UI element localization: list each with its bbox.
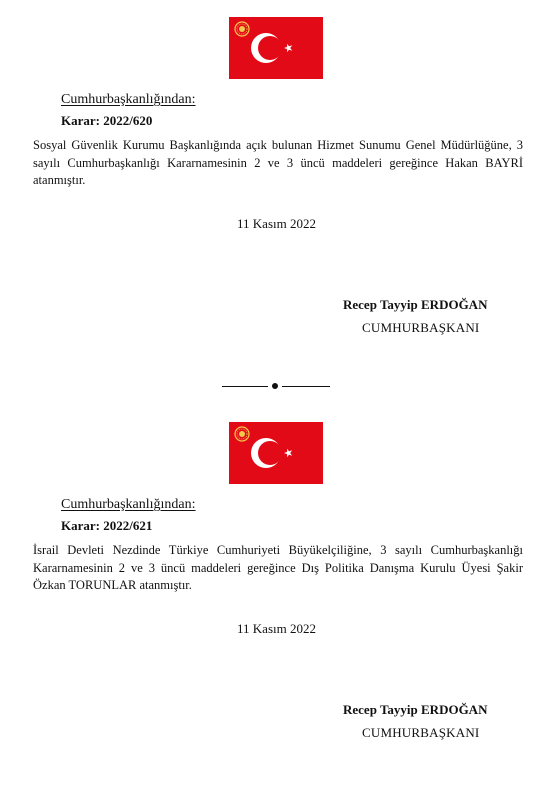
decree-section-1 (0, 0, 553, 380)
decree-body: Sosyal Güvenlik Kurumu Başkanlığında açık bulunan Hizmet Sunumu Genel Müdürlüğüne, 3 sayılı Cumhurbaşkanlığı Kararnamesinin 2 ve 3 üncü maddeleri gereğince Hakan BAYRİ atanmıştır. (33, 138, 523, 187)
decree-section-2 (0, 405, 553, 785)
issuing-authority: Cumhurbaşkanlığından: (61, 497, 196, 512)
separator-dot (272, 383, 278, 389)
signer-title: CUMHURBAŞKANI (362, 320, 480, 335)
signer-name: Recep Tayyip ERDOĞAN (343, 297, 488, 312)
decree-date: 11 Kasım 2022 (237, 621, 316, 636)
turkish-flag-icon (229, 17, 323, 79)
separator-line-left (222, 386, 268, 387)
separator-line-right (282, 386, 330, 387)
decision-number: Karar: 2022/620 (61, 113, 153, 128)
decree-date: 11 Kasım 2022 (237, 216, 316, 231)
turkish-flag-icon (229, 422, 323, 484)
issuing-authority: Cumhurbaşkanlığından: (61, 92, 196, 107)
signer-name: Recep Tayyip ERDOĞAN (343, 702, 488, 717)
signer-title: CUMHURBAŞKANI (362, 725, 480, 740)
decision-number: Karar: 2022/621 (61, 518, 153, 533)
section-separator (222, 380, 332, 392)
decree-body: İsrail Devleti Nezdinde Türkiye Cumhuriyeti Büyükelçiliğine, 3 sayılı Cumhurbaşkanlığı Kararnamesinin 2 ve 3 üncü maddeleri gereğince Dış Politika Danışma Kurulu Üyesi Şakir Özkan TORUNLAR atanmıştır. (33, 543, 523, 592)
